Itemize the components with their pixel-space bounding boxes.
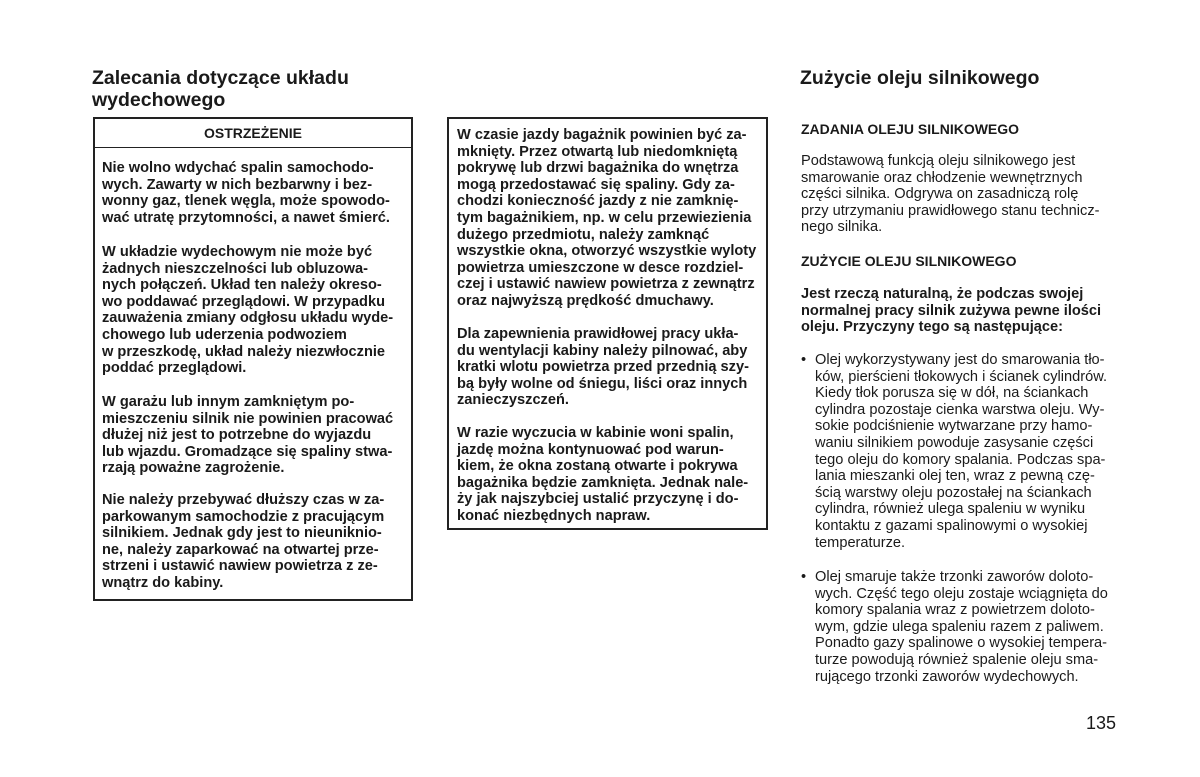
warning-paragraph-1: Nie wolno wdychać spalin samochodo- wych. Zawarty w nich bezbarwny i bez- wonny gaz, tlenek węgla, może spowodo- wać utratę przytomności, a nawet śmierć. xyxy=(102,160,390,226)
bullet-text-1: Olej wykorzystywany jest do smarowania tło- ków, pierścieni tłokowych i ścianek cylindrów. Kiedy tłok porusza się w dół, na ściankach cylindra pozostaje cienka warstwa oleju. Wy- sokie podciśnienie wytwarzane przy hamo- waniu silnikiem powoduje zasysanie części tego oleju do komory spalania. Podczas spa- lania mieszanki olej ten, wraz z pewną czę- ścią warstwy oleju pozostałej na ściankach cylindra, również ulega spaleniu w wyniku kontaktu z gazami spalinowymi o wysokiej temperaturze. xyxy=(815,352,1107,551)
bullet-text-2: Olej smaruje także trzonki zaworów doloto- wych. Część tego oleju zostaje wciągnięta do komory spalania wraz z powietrzem doloto- wym, gdzie ulega spaleniu razem z paliwem. Ponadto gazy spalinowe o wysokiej tempera- turze powodują również spalenie oleju sma- rującego trzonki zaworów wydechowych. xyxy=(815,569,1108,685)
notice-paragraph-3: W razie wyczucia w kabinie woni spalin, jazdę można kontynuować pod warun- kiem, że okna zostaną otwarte i pokrywa bagażnika będzie zamknięta. Jednak nale- ży jak najszybciej ustalić przyczynę i do- konać niezbędnych napraw. xyxy=(457,425,749,524)
notice-box xyxy=(447,117,768,530)
notice-paragraph-2: Dla zapewnienia prawidłowej pracy ukła- du wentylacji kabiny należy pilnować, aby kratki wlotu powietrza przed przednią szy- bą były wolne od śniegu, liści oraz innych zanieczyszczeń. xyxy=(457,326,749,409)
list-item xyxy=(801,352,1124,551)
bullet-marker: • xyxy=(801,352,807,368)
subheading-oil-tasks: ZADANIA OLEJU SILNIKOWEGO xyxy=(801,121,1020,137)
warning-paragraph-3: W garażu lub innym zamkniętym po- mieszczeniu silnik nie powinien pracować dłużej niż jest to potrzebne do wyjazdu lub wjazdu. Gromadzące się spaliny stwa- rzają poważne zagrożenie. xyxy=(102,394,394,477)
right-heading: Zużycie oleju silnikowego xyxy=(800,67,1040,89)
oil-tasks-paragraph: Podstawową funkcją oleju silnikowego jest smarowanie oraz chłodzenie wewnętrznych części silnika. Odgrywa on zasadniczą rolę przy utrzymaniu prawidłowego stanu technicz- nego silnika. xyxy=(801,153,1100,236)
warning-title: OSTRZEŻENIE xyxy=(95,119,411,148)
bullet-marker: • xyxy=(801,569,807,585)
warning-box xyxy=(93,117,413,601)
warning-paragraph-2: W układzie wydechowym nie może być żadnych nieszczelności lub obluzowa- nych połączeń. Układ ten należy okreso- wo poddawać przeglądowi. W przypadku zauważenia zmiany odgłosu układu wyde- chowego lub uderzenia podwoziem w przeszkodę, układ należy niezwłocznie poddać przeglądowi. xyxy=(102,244,394,377)
page-number: 135 xyxy=(1086,713,1117,733)
notice-paragraph-1: W czasie jazdy bagażnik powinien być za- mknięty. Przez otwartą lub niedomkniętą pokrywę lub drzwi bagażnika do wnętrza mogą przedostawać się spaliny. Gdy za- chodzi konieczność jazdy z nie zamknię- tym bagażnikiem, np. w celu przewiezienia dużego przedmiotu, należy zamknąć wszystkie okna, otworzyć wszystkie wyloty powietrza umieszczone w desce rozdziel- czej i ustawić nawiew powietrza z zewnątrz oraz najwyższą prędkość dmuchawy. xyxy=(457,127,757,309)
subheading-oil-consumption: ZUŻYCIE OLEJU SILNIKOWEGO xyxy=(801,253,1017,269)
left-heading: Zalecania dotyczące układu wydechowego xyxy=(92,67,349,111)
warning-paragraph-4: Nie należy przebywać dłuższy czas w za- parkowanym samochodzie z pracującym silnikiem. Jednak gdy jest to nieuniknio- ne, należy zaparkować na otwartej prze- strzeni i ustawić nawiew powietrza z ze- wnątrz do kabiny. xyxy=(102,492,385,591)
list-item xyxy=(801,569,1124,685)
oil-consumption-intro: Jest rzeczą naturalną, że podczas swojej normalnej pracy silnik zużywa pewne ilości oleju. Przyczyny tego są następujące: xyxy=(801,286,1102,336)
